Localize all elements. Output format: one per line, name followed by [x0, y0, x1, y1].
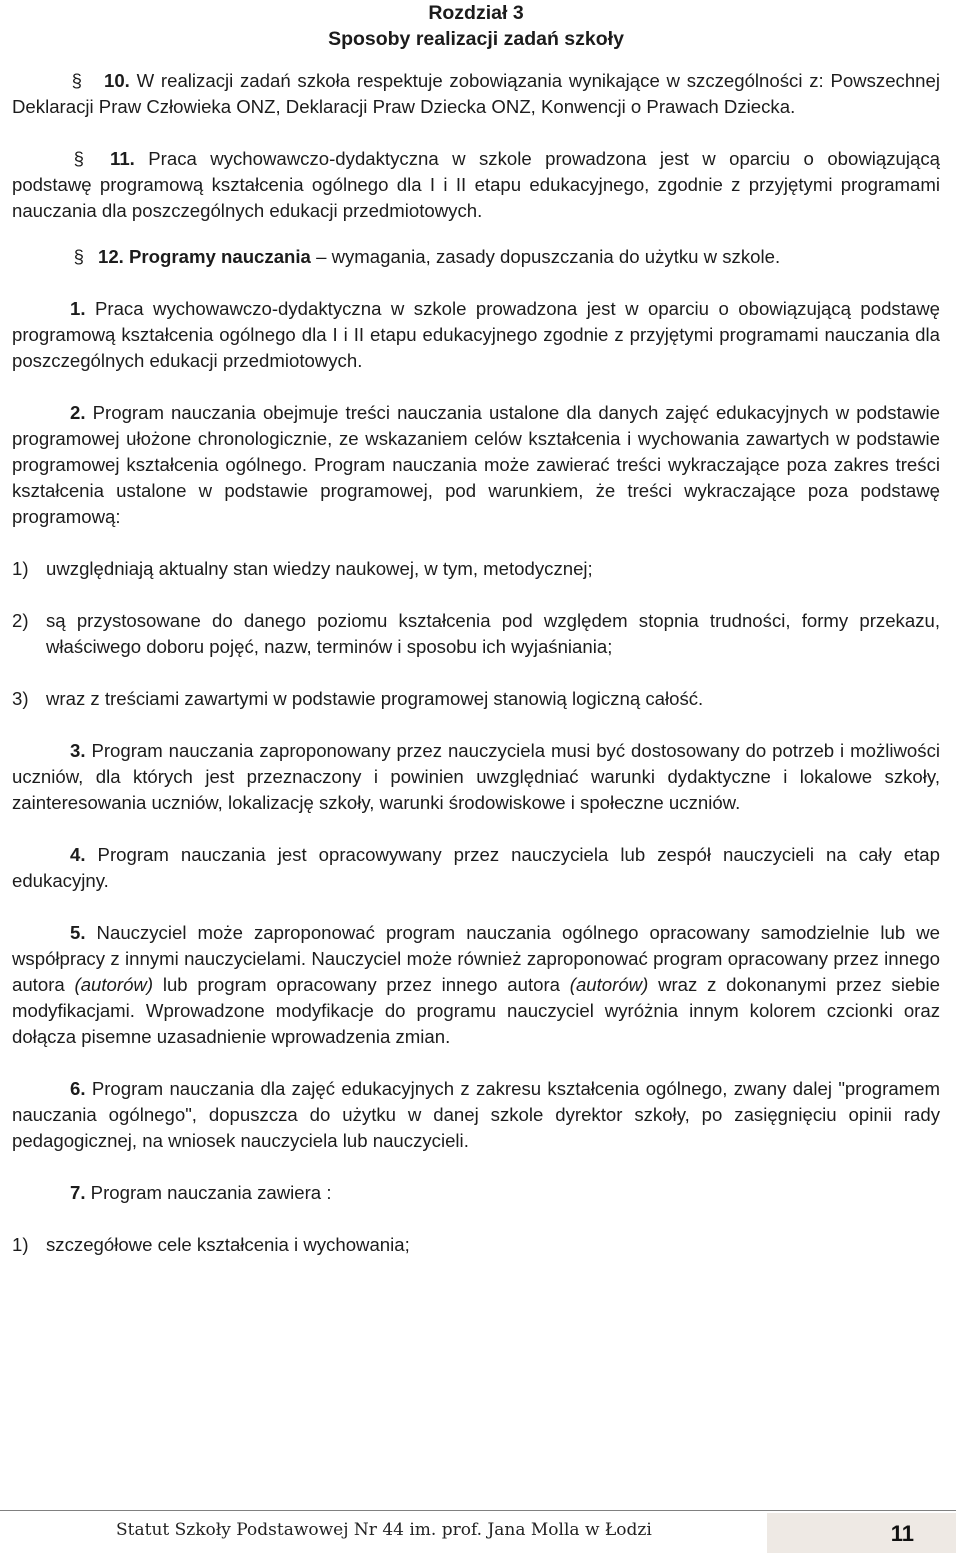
item-1-number: 1.	[70, 298, 86, 319]
item-3	[12, 738, 940, 816]
paragraph-12-rest: – wymagania, zasady dopuszczania do użytku w szkole.	[310, 246, 781, 267]
item-4	[12, 842, 940, 894]
paragraph-12-title: Programy nauczania	[129, 246, 311, 267]
paragraph-11-text: Praca wychowawczo-dydaktyczna w szkole prowadzona jest w oparciu o obowiązującą podstawę programową kształcenia ogólnego dla I i II etapu edukacyjnego, zgodnie z przyjętymi programami nauczania dla poszczególnych edukacji przedmiotowych.	[12, 148, 940, 221]
page-footer	[0, 1510, 960, 1554]
item-5-text-a: Nauczyciel może zaproponować program nauczania ogólnego opracowany samodzielnie lub we współpracy z innymi nauczycielami. Nauczyciel może również zaproponować program opracowany przez innego autora	[12, 922, 940, 995]
footer-divider	[0, 1510, 956, 1511]
subitem-text: wraz z treściami zawartymi w podstawie programowej stanowią logiczną całość.	[46, 688, 704, 709]
section-symbol: §	[73, 246, 84, 267]
item-3-text: Program nauczania zaproponowany przez nauczyciela musi być dostosowany do potrzeb i możliwości uczniów, dla których jest przeznaczony i powinien uwzględniać warunki dydaktyczne i lokalowe szkoły, zainteresowania uczniów, lokalizację szkoły, warunki środowiskowe i społeczne uczniów.	[12, 740, 940, 813]
paragraph-10	[12, 68, 940, 120]
subitem-text: uwzględniają aktualny stan wiedzy naukowej, w tym, metodycznej;	[46, 558, 593, 579]
item-1-text: Praca wychowawczo-dydaktyczna w szkole prowadzona jest w oparciu o obowiązującą podstawę programową kształcenia ogólnego dla I i II etapu edukacyjnego zgodnie z przyjętymi programami nauczania dla poszczególnych edukacji przedmiotowych.	[12, 298, 940, 371]
item-7-subitem-1	[12, 1232, 940, 1258]
subitem-text: szczegółowe cele kształcenia i wychowania;	[46, 1234, 410, 1255]
item-5	[12, 920, 940, 1050]
paragraph-10-text: W realizacji zadań szkoła respektuje zobowiązania wynikające w szczególności z: Powszechnej Deklaracji Praw Człowieka ONZ, Deklaracji Praw Dziecka ONZ, Konwencji o Prawach Dziecka.	[12, 70, 940, 117]
item-6-text: Program nauczania dla zajęć edukacyjnych z zakresu kształcenia ogólnego, zwany dalej "programem nauczania ogólnego", dopuszcza do użytku w danej szkole dyrektor szkoły, po zasięgnięciu opinii rady pedagogicznej, na wniosek nauczyciela lub nauczycieli.	[12, 1078, 940, 1151]
footer-text: Statut Szkoły Podstawowej Nr 44 im. prof. Jana Molla w Łodzi	[116, 1520, 652, 1540]
document-page	[12, 0, 940, 1258]
page-number: 11	[890, 1521, 914, 1546]
item-7-text: Program nauczania zawiera :	[85, 1182, 332, 1203]
item-5-text-c: lub program opracowany przez innego autora	[153, 974, 570, 995]
item-2	[12, 400, 940, 530]
section-symbol: §	[71, 70, 82, 91]
item-3-number: 3.	[70, 740, 86, 761]
item-7	[12, 1180, 940, 1206]
item-5-text-d: (autorów)	[569, 974, 649, 995]
item-2-subitem-1	[12, 556, 940, 582]
item-2-text: Program nauczania obejmuje treści nauczania ustalone dla danych zajęć edukacyjnych w podstawie programowej ułożone chronologicznie, ze wskazaniem celów kształcenia i wychowania zawartych w podstawie programowej kształcenia ogólnego. Program nauczania może zawierać treści wykraczające poza zakres treści kształcenia ustalone w podstawie programowej, pod warunkiem, że treści wykraczające poza podstawę programową:	[12, 402, 940, 527]
item-2-subitem-2	[12, 608, 940, 660]
item-5-text-e: wraz z dokonanymi przez siebie modyfikacjami. Wprowadzone modyfikacje do programu nauczyciel wyróżnia innym kolorem czcionki oraz dołącza pisemne uzasadnienie wprowadzenia zmian.	[12, 974, 940, 1047]
paragraph-12-number: 12.	[98, 246, 124, 267]
chapter-subtitle: Sposoby realizacji zadań szkoły	[328, 28, 624, 50]
item-4-number: 4.	[70, 844, 86, 865]
item-6	[12, 1076, 940, 1154]
subitem-number: 2)	[12, 610, 29, 631]
paragraph-12-heading	[12, 244, 940, 270]
item-6-number: 6.	[70, 1078, 86, 1099]
page-number-box	[767, 1513, 956, 1553]
paragraph-10-number: 10.	[104, 70, 130, 91]
paragraph-11	[12, 146, 940, 224]
subitem-text: są przystosowane do danego poziomu kształcenia pod względem stopnia trudności, formy przekazu, właściwego doboru pojęć, nazw, terminów i sposobu ich wyjaśniania;	[46, 610, 940, 657]
item-2-subitem-3	[12, 686, 940, 712]
chapter-title: Rozdział 3	[428, 2, 524, 24]
item-5-text-b: (autorów)	[74, 974, 154, 995]
subitem-number: 3)	[12, 688, 29, 709]
item-4-text: Program nauczania jest opracowywany przez nauczyciela lub zespół nauczycieli na cały etap edukacyjny.	[12, 844, 940, 891]
item-5-number: 5.	[70, 922, 86, 943]
subitem-number: 1)	[12, 558, 29, 579]
item-1	[12, 296, 940, 374]
section-symbol: §	[73, 148, 84, 169]
item-2-number: 2.	[70, 402, 86, 423]
subitem-number: 1)	[12, 1234, 29, 1255]
paragraph-11-number: 11.	[110, 148, 135, 169]
item-7-number: 7.	[70, 1182, 86, 1203]
